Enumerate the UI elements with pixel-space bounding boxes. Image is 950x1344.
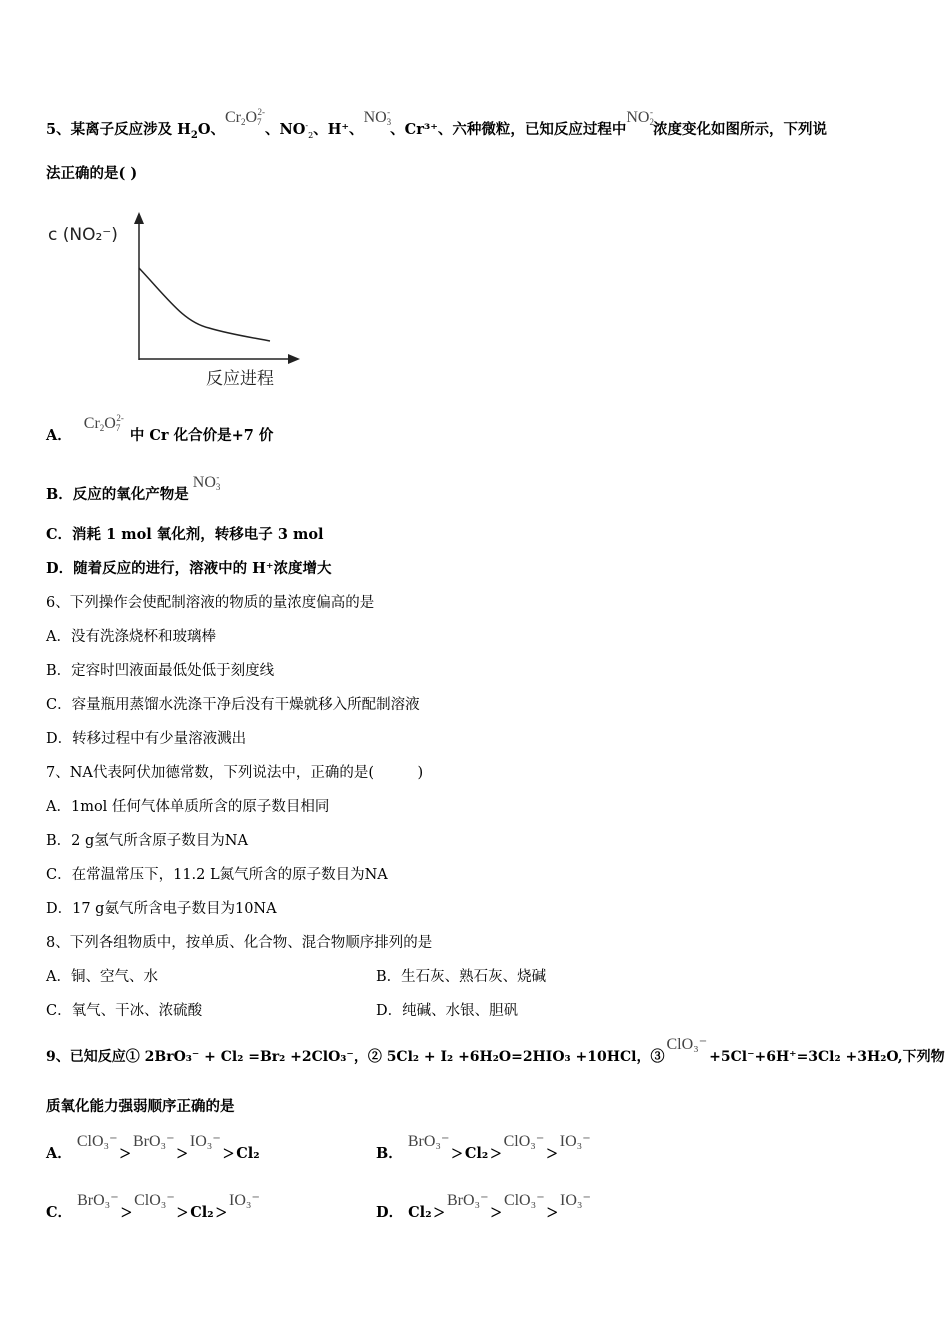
- q6-stem: 6、下列操作会使配制溶液的物质的量浓度偏高的是: [46, 595, 375, 611]
- q7-option-b: B．2 g氢气所含原子数目为NA: [46, 833, 248, 849]
- q6-option-b: B．定容时凹液面最低处低于刻度线: [46, 663, 275, 679]
- q5-prefix: 5、某离子反应涉及 $H_2O$、: [46, 121, 225, 141]
- q6-option-a: A．没有洗涤烧杯和玻璃棒: [46, 629, 216, 645]
- q9-option-a: A． ClO₃⁻>BrO₃⁻>IO₃⁻> Cl₂: [46, 1133, 260, 1165]
- q5-suffix: 浓度变化如图所示，下列说: [652, 121, 827, 138]
- q5-mid-text: 、Cr³⁺、六种微粒，已知反应过程中: [390, 121, 627, 138]
- q7-option-a: A．1mol 任何气体单质所含的原子数目相同: [46, 799, 330, 815]
- chart-xlabel: 反应进程: [206, 369, 274, 389]
- cr2o7-formula: $Cr_2O_7^{2-}$: [224, 107, 266, 127]
- q5-no2-text: 、$NO^-_2$: [265, 121, 314, 140]
- q9-option-b: B． BrO₃⁻> Cl₂ >ClO₃⁻>IO₃⁻: [376, 1133, 591, 1165]
- q5-option-b: B．反应的氧化产物是$NO_3^-$: [46, 479, 219, 509]
- q8-option-a: A．铜、空气、水: [46, 969, 158, 985]
- no2-formula: $NO_2^-$: [626, 107, 654, 127]
- q7-option-d: D．17 g氨气所含电子数目为10NA: [46, 901, 277, 917]
- q5-stem-line2: 法正确的是( ): [46, 165, 138, 182]
- q5-option-d: D．随着反应的进行，溶液中的 H⁺浓度增大: [46, 560, 332, 577]
- chart-y-arrow: [134, 212, 144, 224]
- q8-stem: 8、下列各组物质中，按单质、化合物、混合物顺序排列的是: [46, 935, 433, 951]
- q7-stem: 7、NA代表阿伏加德常数，下列说法中，正确的是( ): [46, 765, 424, 781]
- chart-x-arrow: [288, 354, 300, 364]
- no2-concentration-chart: [44, 210, 304, 390]
- q9-option-d: D． Cl₂ >BrO₃⁻>ClO₃⁻>IO₃⁻: [376, 1192, 591, 1224]
- q5-option-a: A．$Cr_2O_7^{2-}$中 Cr 化合价是+7 价: [46, 420, 273, 450]
- clo3-formula-stem: ClO₃⁻: [666, 1036, 708, 1053]
- cr2o7-formula-a: $Cr_2O_7^{2-}$: [83, 413, 124, 433]
- chart-ylabel: c (NO₂⁻): [48, 225, 118, 245]
- q9-stem-line2: 质氧化能力强弱顺序正确的是: [46, 1098, 235, 1115]
- q9-option-c: C． BrO₃⁻>ClO₃⁻> Cl₂ >IO₃⁻: [46, 1192, 260, 1224]
- no3-formula-b: $NO_3^-$: [192, 472, 221, 492]
- q5-h-text: 、H⁺、: [313, 121, 364, 138]
- q6-option-d: D．转移过程中有少量溶液溅出: [46, 731, 247, 747]
- q9-stem-line1: 9、已知反应① 2BrO₃⁻ + Cl₂ =Br₂ +2ClO₃⁻，② 5Cl₂ + I₂ +6H₂O=2HIO₃ +10HCl，③ClO₃⁻+5Cl⁻+6H⁺=3Cl₂ +3H₂O,下列物: [46, 1036, 945, 1065]
- chart-curve: [139, 268, 270, 341]
- q7-option-c: C．在常温常压下，11.2 L氮气所含的原子数目为NA: [46, 867, 388, 883]
- q8-option-d: D．纯碱、水银、胆矾: [376, 1003, 519, 1019]
- q8-option-b: B．生石灰、熟石灰、烧碱: [376, 969, 547, 985]
- q8-option-c: C．氧气、干冰、浓硫酸: [46, 1003, 203, 1019]
- no3-formula: $NO_3^-$: [363, 107, 392, 127]
- q6-option-c: C．容量瓶用蒸馏水洗涤干净后没有干燥就移入所配制溶液: [46, 697, 420, 713]
- q5-stem-line1: [46, 107, 827, 146]
- q5-option-c: C．消耗 1 mol 氧化剂，转移电子 3 mol: [46, 526, 324, 543]
